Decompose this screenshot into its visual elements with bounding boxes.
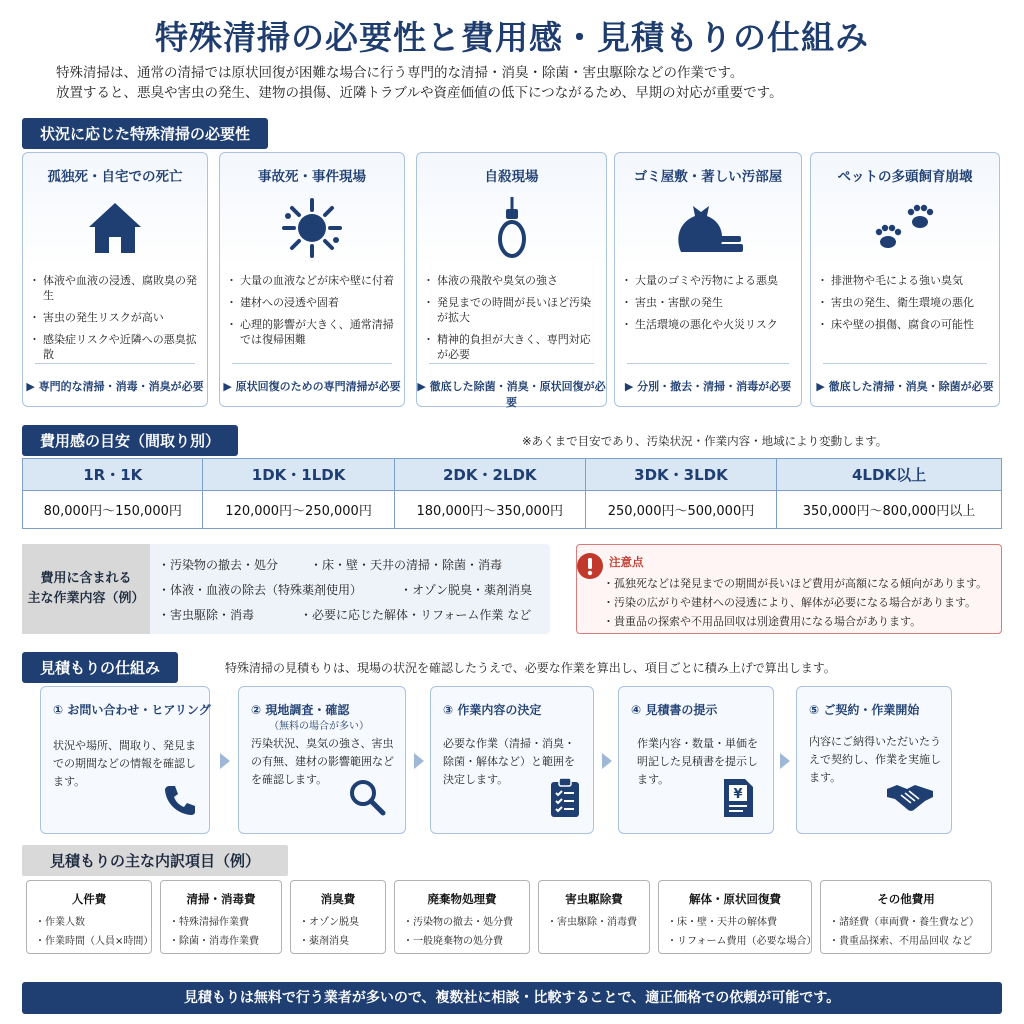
- step-text: 必要な作業（清掃・消臭・除菌・解体など）と範囲を決定します。: [443, 737, 575, 786]
- step-arrow: [220, 753, 230, 769]
- caution-item: ・汚染の広がりや建材への浸透により、解体が必要になる場合があります。: [603, 596, 977, 609]
- breakdown-title: 害虫駆除費: [565, 892, 623, 906]
- magnifier-icon: [347, 777, 387, 821]
- price-header: 1DK・1LDK: [203, 459, 394, 491]
- divider: [627, 363, 789, 364]
- caution-item: ・孤独死などは発見までの期間が長いほど費用が高額になる傾向があります。: [603, 577, 988, 590]
- breakdown-line: ・ 一般廃棄物の処分費: [403, 932, 513, 951]
- card-footer: ▶ 徹底した清掃・消臭・除菌が必要: [816, 380, 994, 393]
- card-bullet: ・ 生活環境の悪化や火災リスク: [627, 317, 793, 332]
- card-bullet: ・ 害虫・害獣の発生: [627, 295, 793, 310]
- estimate-step-3: [430, 686, 594, 834]
- clipboard-icon: [549, 777, 581, 823]
- card-bullet: ・ 害虫の発生、衛生環境の悪化: [823, 295, 991, 310]
- price-header: 2DK・2LDK: [394, 459, 585, 491]
- breakdown-line: ・ リフォーム費用（必要な場合）: [667, 932, 817, 951]
- breakdown-line: ・ 諸経費（車両費・養生費など）: [829, 913, 979, 932]
- price-header: 4LDK以上: [777, 459, 1002, 491]
- divider: [823, 363, 987, 364]
- step-text: 内容にご納得いただいたうえで契約し、作業を実施します。: [809, 735, 941, 784]
- step-arrow: [414, 753, 424, 769]
- breakdown-card: [394, 880, 530, 954]
- breakdown-title: その他費用: [877, 892, 935, 906]
- price-table: [22, 458, 1002, 529]
- necessity-card-2: [219, 152, 405, 407]
- card-bullet: ・ 心理的影響が大きく、通常清掃では復帰困難: [232, 317, 396, 347]
- caution-title: 注意点: [609, 555, 644, 569]
- caution-item: ・貴重品の探索や不用品回収は別途費用になる場合があります。: [603, 615, 922, 628]
- step-text: 汚染状況、臭気の強さ、害虫の有無、建材の影響範囲などを確認します。: [251, 737, 394, 786]
- step-text: 作業内容・数量・単価を明記した見積書を提示します。: [637, 737, 758, 786]
- splatter-icon: [220, 193, 404, 263]
- price-cell: 250,000円～500,000円: [585, 491, 776, 529]
- estimate-description: 特殊清掃の見積もりは、現場の状況を確認したうえで、必要な作業を算出し、項目ごとに積み上げで算出します。: [225, 661, 836, 675]
- invoice-icon: [721, 777, 755, 823]
- breakdown-card: [538, 880, 650, 954]
- step-title: ④ 見積書の提示: [631, 703, 718, 717]
- step-title: ② 現地調査・確認: [251, 703, 350, 717]
- page-title: 特殊清掃の必要性と費用感・見積もりの仕組み: [155, 18, 869, 57]
- card-bullet: ・ 体液の飛散や臭気の強さ: [429, 273, 598, 288]
- necessity-card-3: [416, 152, 607, 407]
- breakdown-line: ・ オゾン脱臭: [299, 913, 359, 932]
- price-cell: 80,000円～150,000円: [23, 491, 203, 529]
- divider: [35, 363, 195, 364]
- price-cell: 180,000円～350,000円: [394, 491, 585, 529]
- card-bullet: ・ 建材への浸透や固着: [232, 295, 396, 310]
- divider: [429, 363, 594, 364]
- card-title: ペットの多頭飼育崩壊: [837, 169, 973, 185]
- price-cell: 120,000円～250,000円: [203, 491, 394, 529]
- card-bullet: ・ 精神的負担が大きく、専門対応が必要: [429, 332, 598, 362]
- price-header: 1R・1K: [23, 459, 203, 491]
- breakdown-card: [658, 880, 817, 954]
- step-title: ① お問い合わせ・ヒアリング: [53, 703, 211, 717]
- footer-banner: 見積もりは無料で行う業者が多いので、複数社に相談・比較することで、適正価格での依頼が可能です。: [22, 982, 1002, 1014]
- necessity-heading: 状況に応じた特殊清掃の必要性: [22, 118, 268, 149]
- estimate-step-1: [40, 686, 210, 834]
- included-label-line: 主な作業内容（例）: [27, 591, 145, 606]
- breakdown-line: ・ 作業人数: [35, 913, 153, 932]
- intro-line-2: 放置すると、悪臭や害虫の発生、建物の損傷、近隣トラブルや資産価値の低下につながるため、早期の対応が重要です。: [56, 85, 783, 101]
- step-title: ⑤ ご契約・作業開始: [809, 703, 920, 717]
- house-icon: [23, 193, 207, 263]
- necessity-card-4: [614, 152, 802, 407]
- card-bullet: ・ 体液や血液の浸透、腐敗臭の発生: [35, 273, 199, 303]
- estimate-step-4: [618, 686, 774, 834]
- garbage-bag-icon: [615, 193, 801, 263]
- included-item: ・体液・血液の除去（特殊薬剤使用）: [158, 583, 363, 597]
- included-item: ・オゾン脱臭・薬剤消臭: [400, 583, 533, 597]
- card-title: 孤独死・自宅での死亡: [47, 169, 183, 185]
- included-label-line: 費用に含まれる: [40, 571, 132, 586]
- breakdown-title: 消臭費: [320, 892, 356, 906]
- card-bullet: ・ 床や壁の損傷、腐食の可能性: [823, 317, 991, 332]
- breakdown-heading: 見積もりの主な内訳項目（例）: [22, 845, 288, 876]
- card-footer: ▶ 原状回復のための専門清掃が必要: [223, 380, 401, 393]
- estimate-step-2: [238, 686, 406, 834]
- breakdown-line: ・ 作業時間（人員×時間）: [35, 932, 153, 951]
- step-arrow: [780, 753, 790, 769]
- included-item: ・害虫駆除・消毒: [158, 608, 255, 622]
- breakdown-line: ・ 貴重品探索、不用品回収 など: [829, 932, 979, 951]
- phone-icon: [163, 783, 197, 821]
- breakdown-title: 解体・原状回復費: [689, 892, 781, 906]
- included-work-box: [22, 544, 550, 634]
- intro-line-1: 特殊清掃は、通常の清掃では原状回復が困難な場合に行う専門的な清掃・消臭・除菌・害虫駆除などの作業です。: [56, 65, 744, 81]
- breakdown-line: ・ 害虫駆除・消毒費: [547, 913, 637, 932]
- breakdown-card: [26, 880, 152, 954]
- handshake-icon: [885, 779, 935, 817]
- paw-icon: [811, 193, 999, 263]
- price-header: 3DK・3LDK: [585, 459, 776, 491]
- breakdown-title: 廃棄物処理費: [427, 892, 497, 906]
- breakdown-line: ・ 床・壁・天井の解体費: [667, 913, 817, 932]
- card-footer: ▶ 徹底した除菌・消臭・原状回復が必要: [417, 380, 606, 409]
- card-bullet: ・ 発見までの時間が長いほど汚染が拡大: [429, 295, 598, 325]
- breakdown-line: ・ 除菌・消毒作業費: [169, 932, 259, 951]
- card-footer: ▶ 分別・撤去・清掃・消毒が必要: [624, 380, 792, 393]
- cost-heading: 費用感の目安（間取り別）: [22, 425, 238, 456]
- breakdown-line: ・ 汚染物の撤去・処分費: [403, 913, 513, 932]
- cost-note: ※あくまで目安であり、汚染状況・作業内容・地域により変動します。: [522, 434, 888, 448]
- caution-box: [576, 544, 1002, 634]
- card-bullet: ・ 排泄物や毛による強い臭気: [823, 273, 991, 288]
- estimate-heading: 見積もりの仕組み: [22, 652, 178, 683]
- included-item: ・必要に応じた解体・リフォーム作業 など: [300, 608, 532, 622]
- breakdown-line: ・ 薬剤消臭: [299, 932, 359, 951]
- svg-text:¥: ¥: [733, 787, 743, 802]
- breakdown-title: 人件費: [71, 892, 107, 906]
- alert-icon: [575, 551, 605, 585]
- breakdown-title: 清掃・消毒費: [186, 892, 256, 906]
- step-title: ③ 作業内容の決定: [443, 703, 542, 717]
- card-title: 事故死・事件現場: [258, 169, 366, 185]
- necessity-card-5: [810, 152, 1000, 407]
- card-bullet: ・ 感染症リスクや近隣への悪臭拡散: [35, 332, 199, 362]
- divider: [232, 363, 392, 364]
- card-title: ゴミ屋敷・著しい汚部屋: [633, 169, 783, 185]
- included-work-label: [22, 544, 150, 634]
- breakdown-card: [290, 880, 386, 954]
- necessity-card-1: [22, 152, 208, 407]
- breakdown-line: ・ 特殊清掃作業費: [169, 913, 259, 932]
- card-title: 自殺現場: [484, 169, 539, 185]
- estimate-step-5: [796, 686, 952, 834]
- card-bullet: ・ 害虫の発生リスクが高い: [35, 310, 199, 325]
- breakdown-card: [160, 880, 282, 954]
- step-text: 状況や場所、間取り、発見までの期間などの情報を確認します。: [53, 739, 196, 788]
- breakdown-card: [820, 880, 992, 954]
- card-bullet: ・ 大量の血液などが床や壁に付着: [232, 273, 396, 288]
- step-arrow: [602, 753, 612, 769]
- card-footer: ▶ 専門的な清掃・消毒・消臭が必要: [26, 380, 204, 393]
- included-item: ・床・壁・天井の清掃・除菌・消毒: [310, 558, 503, 572]
- step-subtitle: （無料の場合が多い）: [269, 721, 369, 732]
- price-cell: 350,000円～800,000円以上: [777, 491, 1002, 529]
- card-bullet: ・ 大量のゴミや汚物による悪臭: [627, 273, 793, 288]
- included-item: ・汚染物の撤去・処分: [158, 558, 279, 572]
- noose-icon: [417, 193, 606, 263]
